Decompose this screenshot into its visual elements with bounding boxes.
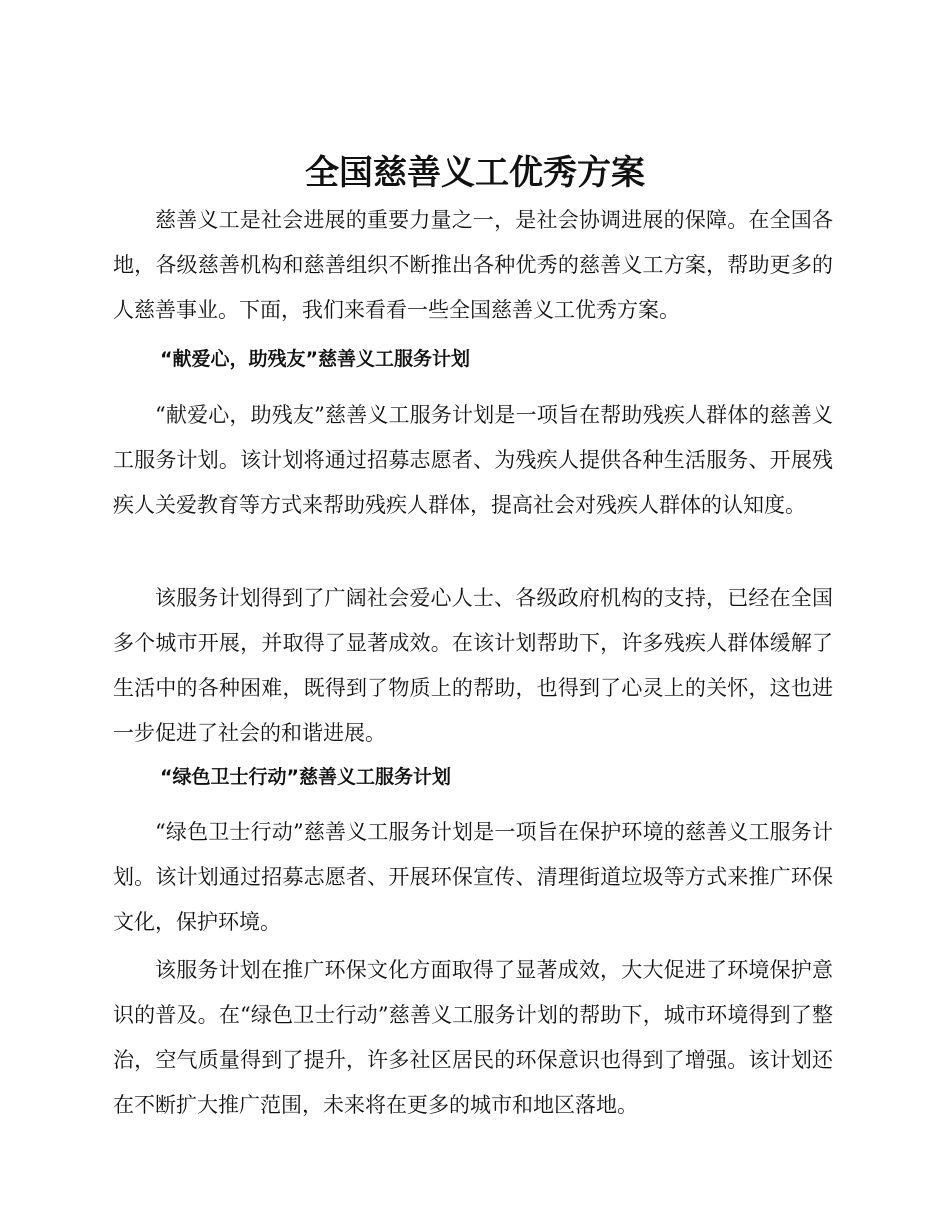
section-1-paragraph-2: 该服务计划得到了广阔社会爱心人士、各级政府机构的支持，已经在全国多个城市开展，并取得了显著成效。在该计划帮助下，许多残疾人群体缓解了生活中的各种困难，既得到了物质上的帮助，也得到了心灵上的关怀，这也进一步促进了社会的和谐进展。: [113, 586, 833, 745]
section-heading-1: “献爱心，助残友”慈善义工服务计划: [160, 348, 470, 370]
section-2-paragraph-1: “绿色卫士行动”慈善义工服务计划是一项旨在保护环境的慈善义工服务计划。该计划通过招募志愿者、开展环保宣传、清理街道垃圾等方式来推广环保文化，保护环境。: [113, 820, 833, 934]
intro-paragraph: 慈善义工是社会进展的重要力量之一，是社会协调进展的保障。在全国各地，各级慈善机构和慈善组织不断推出各种优秀的慈善义工方案，帮助更多的人慈善事业。下面，我们来看看一些全国慈善义工优秀方案。: [113, 208, 833, 322]
document-title: 全国慈善义工优秀方案: [305, 153, 645, 193]
section-1-paragraph-1: “献爱心，助残友”慈善义工服务计划是一项旨在帮助残疾人群体的慈善义工服务计划。该计划将通过招募志愿者、为残疾人提供各种生活服务、开展残疾人关爱教育等方式来帮助残疾人群体，提高社会对残疾人群体的认知度。: [113, 403, 833, 517]
section-heading-2: “绿色卫士行动”慈善义工服务计划: [160, 766, 451, 788]
section-2-paragraph-2: 该服务计划在推广环保文化方面取得了显著成效，大大促进了环境保护意识的普及。在“绿色卫士行动”慈善义工服务计划的帮助下，城市环境得到了整治，空气质量得到了提升，许多社区居民的环保意识也得到了增强。该计划还在不断扩大推广范围，未来将在更多的城市和地区落地。: [113, 958, 833, 1117]
